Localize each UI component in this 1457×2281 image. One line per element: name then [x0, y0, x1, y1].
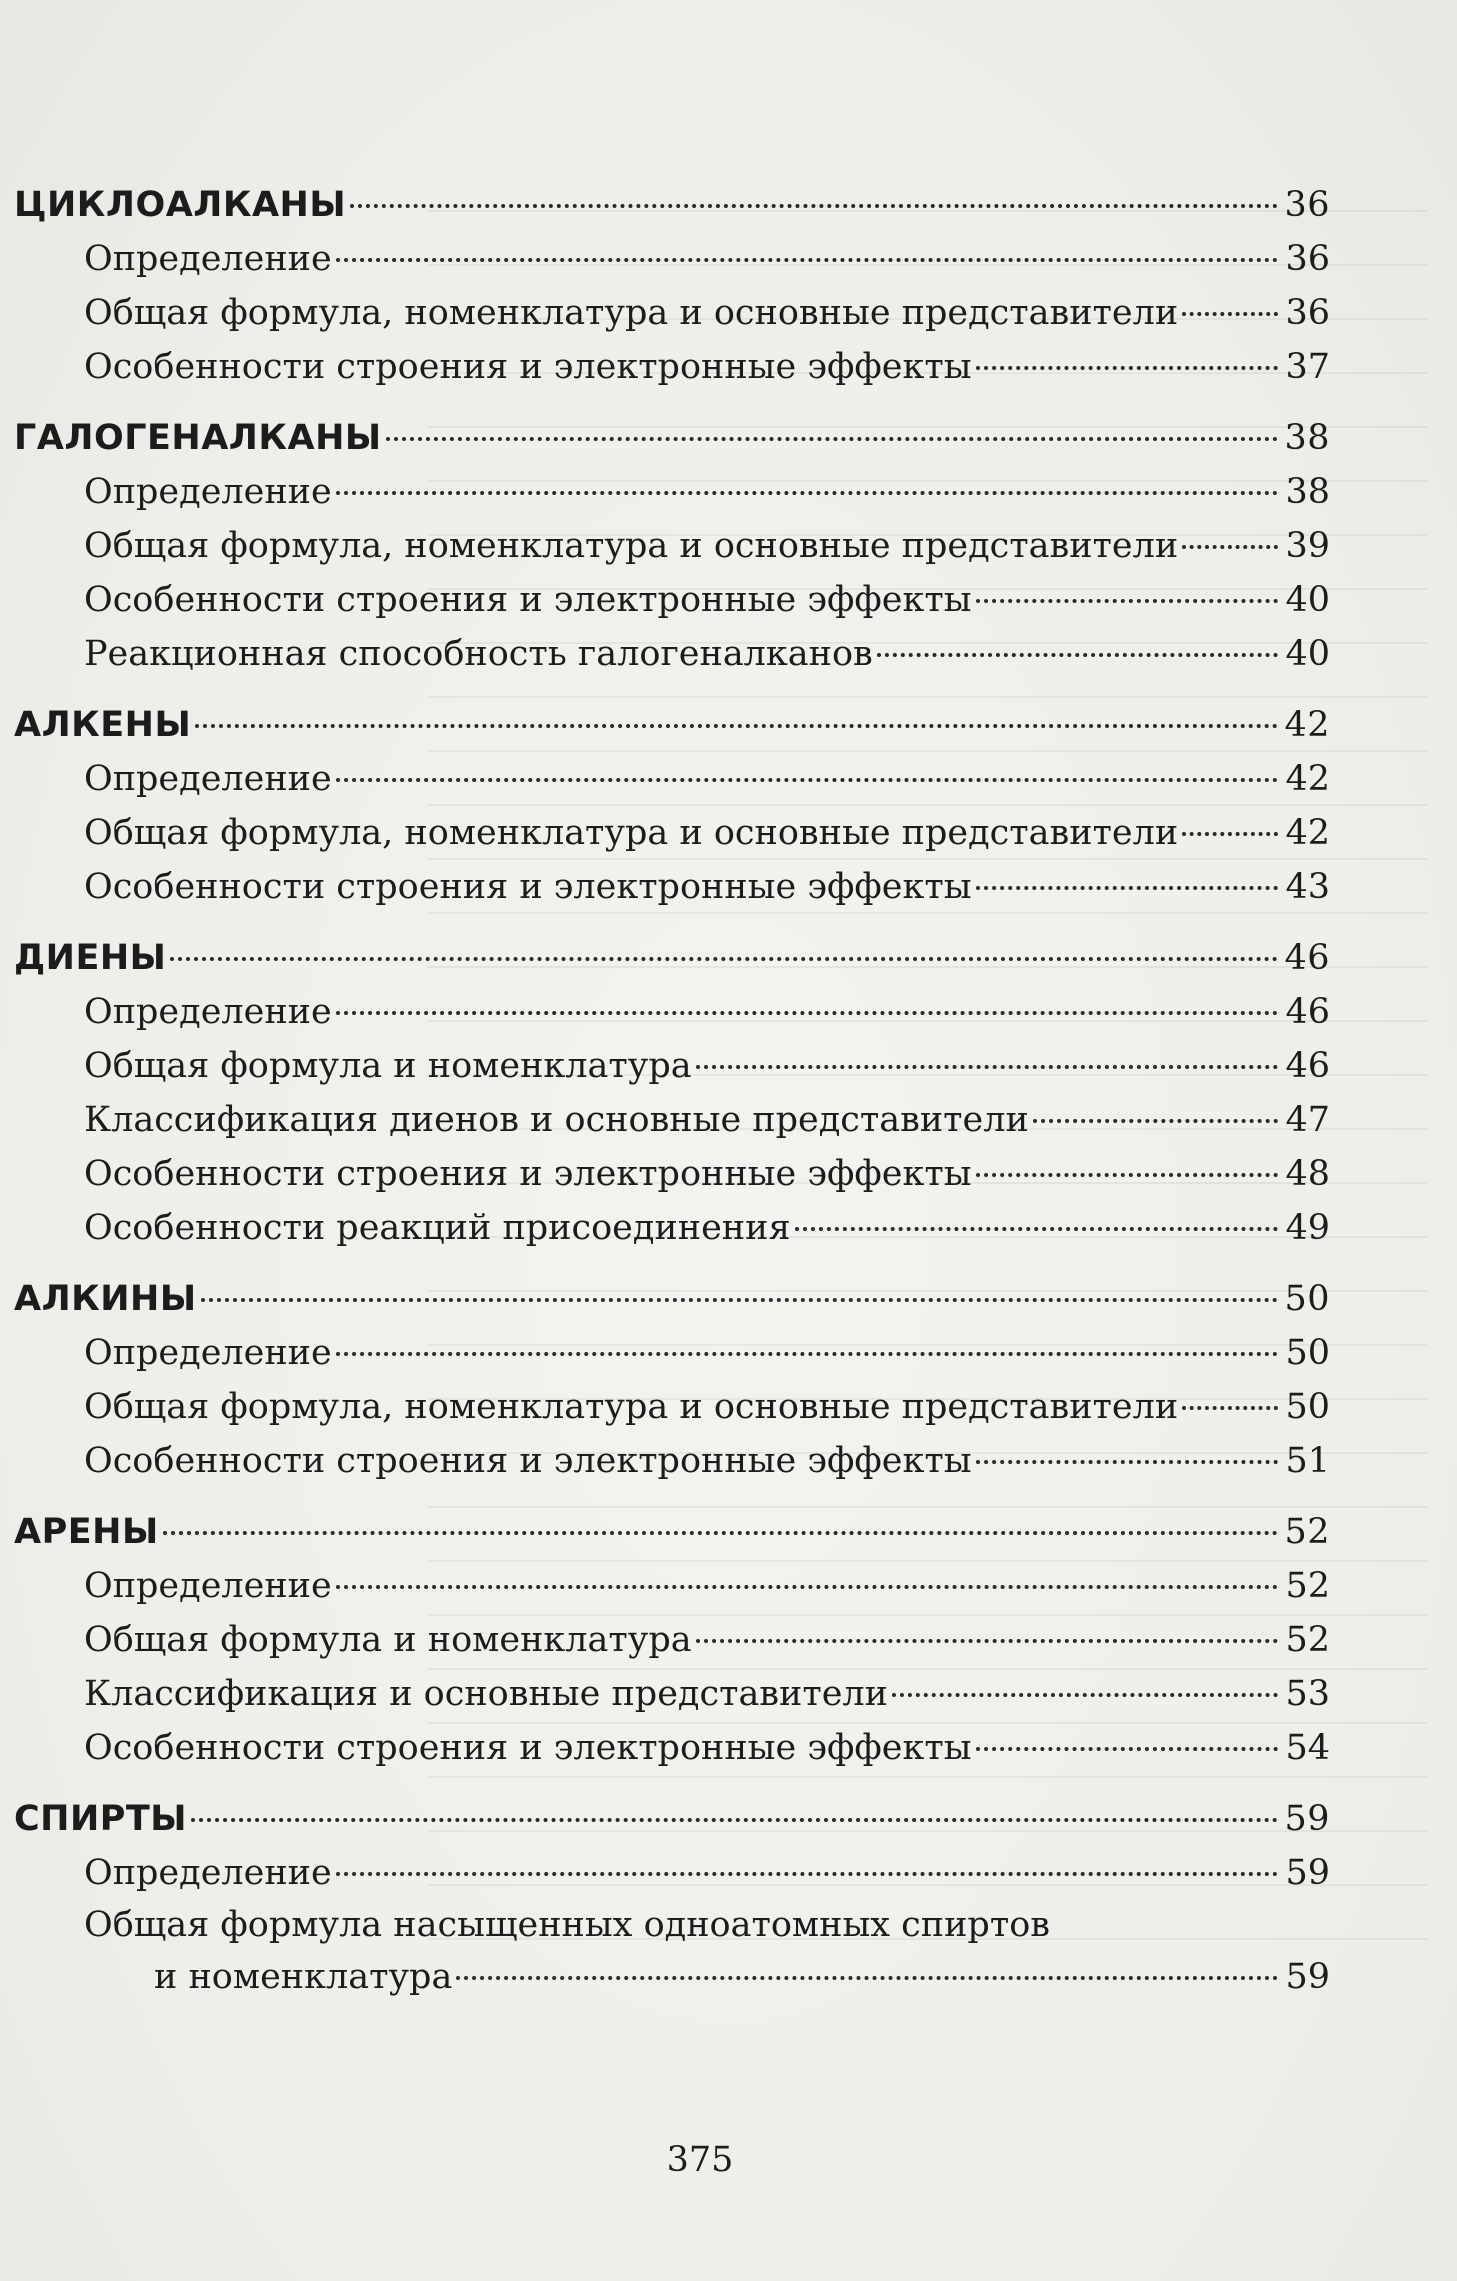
toc-page-number: 38	[1284, 418, 1330, 458]
toc-entry	[14, 286, 1330, 340]
toc-entry	[14, 1093, 1330, 1147]
dot-leader	[1182, 1406, 1278, 1410]
toc-entry	[14, 573, 1330, 627]
dot-leader	[386, 437, 1278, 441]
toc-entry-label: Определение	[84, 1566, 332, 1606]
toc-page-number: 39	[1285, 526, 1330, 566]
toc-page-number: 36	[1285, 293, 1330, 333]
toc-section-heading	[14, 411, 1330, 465]
toc-entry-label: Особенности строения и электронные эффекты	[84, 580, 972, 620]
toc-entry-label: Общая формула и номенклатура	[84, 1620, 692, 1660]
toc-entry-label: Определение	[84, 1333, 332, 1373]
dot-leader	[976, 366, 1278, 370]
toc-page-number: 52	[1284, 1512, 1330, 1552]
toc-entry-label: Особенности строения и электронные эффекты	[84, 1154, 972, 1194]
toc-page-number: 53	[1285, 1674, 1330, 1714]
toc-page-number: 38	[1285, 472, 1330, 512]
toc-entry-label: Определение	[84, 239, 332, 279]
toc-section-heading	[14, 1792, 1330, 1846]
dot-leader	[336, 778, 1278, 782]
dot-leader	[696, 1639, 1278, 1643]
toc-page-number: 46	[1285, 992, 1330, 1032]
toc-entry	[14, 1326, 1330, 1380]
toc-entry	[14, 1846, 1330, 1900]
toc-entry-label: Особенности строения и электронные эффекты	[84, 1728, 972, 1768]
toc-section-heading	[14, 1505, 1330, 1559]
dot-leader	[163, 1531, 1278, 1535]
toc-entry-label: Общая формула, номенклатура и основные представители	[84, 1387, 1179, 1427]
toc-entry-label: Реакционная способность галогеналканов	[84, 634, 873, 674]
toc-entry-label: Определение	[84, 992, 332, 1032]
toc-entry	[14, 1380, 1330, 1434]
toc-page-number: 48	[1285, 1154, 1330, 1194]
section-title: ГАЛОГЕНАЛКАНЫ	[14, 418, 382, 458]
toc-entry	[14, 340, 1330, 394]
page-number: 375	[666, 2140, 734, 2180]
dot-leader	[795, 1227, 1278, 1231]
toc-page-number: 51	[1285, 1441, 1330, 1481]
toc-entry-label: Классификация и основные представители	[84, 1674, 888, 1714]
toc-entry	[14, 752, 1330, 806]
section-title: АЛКЕНЫ	[14, 705, 192, 745]
section-title: СПИРТЫ	[14, 1799, 188, 1839]
section-title: АЛКИНЫ	[14, 1279, 197, 1319]
toc-entry	[14, 519, 1330, 573]
toc-entry	[14, 1434, 1330, 1488]
toc-page-number: 47	[1285, 1100, 1330, 1140]
toc-entry	[14, 1147, 1330, 1201]
toc-page-number: 59	[1284, 1799, 1330, 1839]
dot-leader	[877, 653, 1278, 657]
dot-leader	[336, 1352, 1278, 1356]
toc-entry-label: Классификация диенов и основные представители	[84, 1100, 1029, 1140]
dot-leader	[1182, 312, 1278, 316]
toc-page-number: 46	[1284, 938, 1330, 978]
toc-page-number: 36	[1284, 185, 1330, 225]
toc-entry-label: Определение	[84, 472, 332, 512]
toc-page-number: 36	[1285, 239, 1330, 279]
toc-entry	[14, 985, 1330, 1039]
dot-leader	[976, 886, 1278, 890]
toc-page-number: 40	[1285, 580, 1330, 620]
toc-page-number: 40	[1285, 634, 1330, 674]
toc-page-number: 49	[1285, 1208, 1330, 1248]
toc-entry-label: Определение	[84, 759, 332, 799]
toc-entry-label: Особенности строения и электронные эффекты	[84, 347, 972, 387]
toc-page-number: 52	[1285, 1620, 1330, 1660]
toc-page-number: 42	[1285, 813, 1330, 853]
toc-section-heading	[14, 1272, 1330, 1326]
toc-page-number: 42	[1285, 759, 1330, 799]
dot-leader	[976, 1173, 1278, 1177]
toc-page-number: 37	[1285, 347, 1330, 387]
dot-leader	[170, 957, 1278, 961]
toc-entry-label: Особенности реакций присоединения	[84, 1208, 791, 1248]
toc-page-number: 50	[1285, 1387, 1330, 1427]
section-title: ДИЕНЫ	[14, 938, 167, 978]
dot-leader	[350, 204, 1278, 208]
toc-entry	[14, 860, 1330, 914]
toc-entry-label: Общая формула, номенклатура и основные представители	[84, 293, 1179, 333]
toc-entry-label: Общая формула и номенклатура	[84, 1046, 692, 1086]
toc-page-number: 59	[1285, 1957, 1330, 1997]
dot-leader	[336, 258, 1278, 262]
dot-leader	[1182, 832, 1278, 836]
toc-entry	[14, 1201, 1330, 1255]
toc-page-number: 50	[1284, 1279, 1330, 1319]
toc-page-number: 46	[1285, 1046, 1330, 1086]
dot-leader	[976, 1460, 1278, 1464]
table-of-contents	[14, 178, 1330, 2004]
dot-leader	[892, 1693, 1278, 1697]
toc-entry	[14, 806, 1330, 860]
dot-leader	[201, 1298, 1278, 1302]
toc-page-number: 54	[1285, 1728, 1330, 1768]
dot-leader	[976, 1747, 1278, 1751]
section-title: АРЕНЫ	[14, 1512, 159, 1552]
toc-page-number: 42	[1284, 705, 1330, 745]
toc-section-heading	[14, 178, 1330, 232]
toc-page-number: 52	[1285, 1566, 1330, 1606]
dot-leader	[336, 491, 1278, 495]
toc-entry	[14, 1950, 1330, 2004]
toc-entry	[14, 1667, 1330, 1721]
toc-entry	[14, 1613, 1330, 1667]
toc-page-number: 59	[1285, 1853, 1330, 1893]
toc-entry	[14, 1039, 1330, 1093]
dot-leader	[976, 599, 1278, 603]
dot-leader	[336, 1011, 1278, 1015]
toc-entry-label: Определение	[84, 1853, 332, 1893]
toc-entry-label: Общая формула, номенклатура и основные представители	[84, 526, 1179, 566]
dot-leader	[1182, 545, 1278, 549]
toc-entry-label: Особенности строения и электронные эффекты	[84, 1441, 972, 1481]
dot-leader	[336, 1585, 1278, 1589]
dot-leader	[456, 1976, 1278, 1980]
toc-entry-line	[14, 1900, 1330, 1950]
toc-entry	[14, 1721, 1330, 1775]
dot-leader	[191, 1818, 1278, 1822]
dot-leader	[336, 1872, 1278, 1876]
section-title: ЦИКЛОАЛКАНЫ	[14, 185, 347, 225]
toc-entry	[14, 1559, 1330, 1613]
toc-page-number: 43	[1285, 867, 1330, 907]
toc-page-number: 50	[1285, 1333, 1330, 1373]
dot-leader	[696, 1065, 1278, 1069]
toc-section-heading	[14, 698, 1330, 752]
toc-entry	[14, 465, 1330, 519]
dot-leader	[1033, 1119, 1278, 1123]
toc-entry-label: Общая формула насыщенных одноатомных спиртов	[84, 1905, 1050, 1945]
toc-entry-label: Особенности строения и электронные эффекты	[84, 867, 972, 907]
toc-entry	[14, 232, 1330, 286]
toc-section-heading	[14, 931, 1330, 985]
toc-entry-label: Общая формула, номенклатура и основные представители	[84, 813, 1179, 853]
toc-entry-label-continued: и номенклатура	[154, 1957, 453, 1997]
dot-leader	[195, 724, 1278, 728]
toc-entry	[14, 627, 1330, 681]
